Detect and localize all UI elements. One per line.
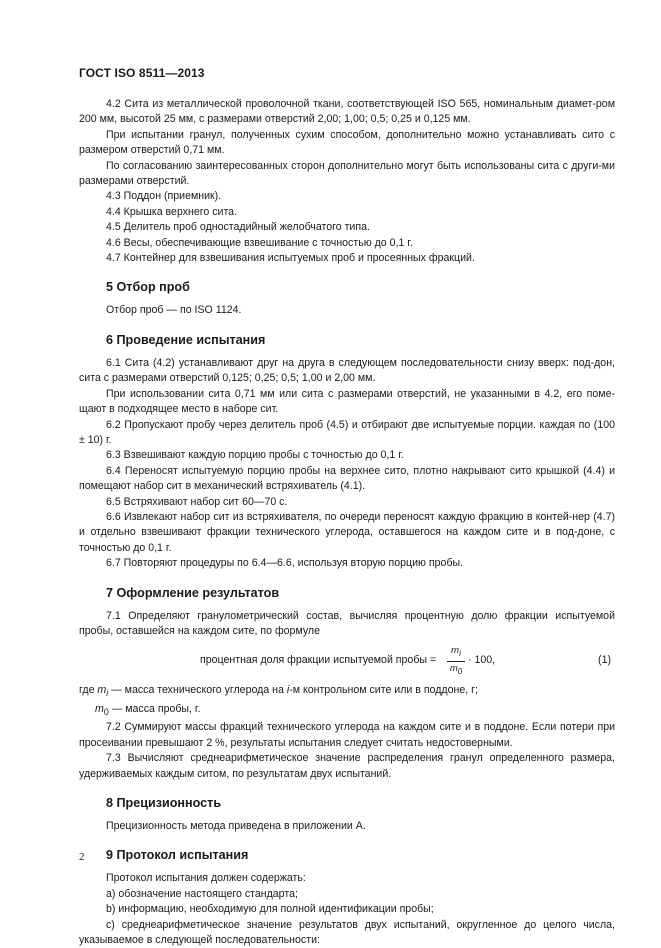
formula-denominator: $m_0$ [449, 663, 463, 677]
list-item-b: b) информацию, необходимую для полной идентификации пробы; [106, 903, 434, 916]
paragraph-4-6: 4.6 Весы, обеспечивающие взвешивание с точностью до 0,1 г. [106, 236, 413, 249]
section-heading-8: 8 Прецизионность [106, 796, 222, 811]
formula-fraction [447, 645, 465, 678]
formula-legend-mi: где $m_i$ — масса технического углерода на i-м контрольном сите или в поддоне, г; [79, 684, 478, 699]
paragraph-6-2: 6.2 Пропускают пробу через делитель проб (4.5) и отбирают две испытуемые порции. каждая по (100 ± 10) г. [79, 418, 615, 446]
formula-lhs: процентная доля фракции испытуемой пробы = [200, 654, 437, 667]
paragraph-6-3: 6.3 Взвешивают каждую порцию пробы с точностью до 0,1 г. [106, 449, 404, 462]
paragraph-7-3: 7.3 Вычисляют среднеарифметическое значение распределения гранул определенного размера, удерживаемых каждым ситом, по результатам двух испытаний. [79, 752, 615, 780]
paragraph-7-1: 7.1 Определяют гранулометрический состав, вычисляя процентную долю фракции испытуемой пробы, оставшейся на каждом сите, по формуле [79, 609, 615, 637]
formula-legend-m0: $m_0$ — масса пробы, г. [95, 702, 201, 717]
paragraph-6-6: 6.6 Извлекают набор сит из встряхивателя, по очереди переносят каждую фракцию в контей-нер (4.7) и отдельно взвешивают фракции технического углерода, оставшегося на каждом сите и в под-доне, с точностью до 0,1 г. [79, 510, 615, 554]
paragraph: Отбор проб — по ISO 1124. [106, 304, 242, 317]
formula-tail: · 100, [468, 654, 496, 667]
paragraph-4-4: 4.4 Крышка верхнего сита. [106, 205, 238, 218]
paragraph: По согласованию заинтересованных сторон дополнительно могут быть использованы сита с други-ми размерами отверстий. [79, 159, 615, 188]
paragraph-6-1: 6.1 Сита (4.2) устанавливают друг на друга в следующем последовательности снизу вверх: под-дон, сита с размерами отверстий 0,125; 0,25; 0,5; 1,00 и 2,00 мм. [79, 356, 615, 385]
section-heading-7: 7 Оформление результатов [106, 585, 280, 600]
paragraph-4-2: 4.2 Сита из металлической проволочной ткани, соответствующей ISO 565, номинальным диамет-ром 200 мм, высотой 25 мм, с размерами отверстий 2,00; 1,00; 0,5; 0,25 и 0,125 мм. [79, 98, 615, 126]
page-number: 2 [79, 851, 85, 863]
formula-numerator: $m_i$ [447, 645, 465, 662]
formula-number: (1) [598, 654, 611, 667]
section-heading-6: 6 Проведение испытания [106, 332, 266, 347]
paragraph-6-7: 6.7 Повторяют процедуры по 6.4—6.6, используя вторую порцию пробы. [106, 557, 464, 570]
paragraph: Прецизионность метода приведена в приложении А. [106, 820, 366, 833]
standard-designation: ГОСТ ISO 8511—2013 [79, 66, 205, 80]
paragraph-4-5: 4.5 Делитель проб одностадийный желобчатого типа. [106, 221, 370, 234]
paragraph-7-2: 7.2 Суммируют массы фракций технического углерода на каждом сите и в поддоне. Если потери при просеивании превышают 2 %, результаты испытания следует считать недостоверными. [79, 721, 615, 749]
section-heading-9: 9 Протокол испытания [106, 848, 249, 863]
paragraph: При испытании гранул, полученных сухим способом, дополнительно можно устанавливать сито с размером отверстий 0,71 мм. [79, 128, 615, 157]
paragraph: Протокол испытания должен содержать: [106, 872, 306, 885]
paragraph-4-3: 4.3 Поддон (приемник). [106, 190, 222, 203]
section-heading-5: 5 Отбор проб [106, 280, 190, 295]
paragraph-6-4: 6.4 Переносят испытуемую порцию пробы на верхнее сито, плотно накрывают сито крышкой (4.4) и помещают набор сит в механический встряхиватель (4.1). [79, 464, 615, 493]
list-item-c: c) среднеарифметическое значение результатов двух испытаний, округленное до целого числа, указываемое в следующей последовательности: [79, 918, 615, 947]
formula-1 [79, 643, 615, 677]
document-body [79, 97, 615, 948]
paragraph-4-7: 4.7 Контейнер для взвешивания испытуемых проб и просеянных фракций. [106, 252, 475, 265]
paragraph: При использовании сита 0,71 мм или сита с размерами отверстий, не указанными в 4.2, его поме-щают в подходящее место в наборе сит. [79, 387, 615, 416]
paragraph-6-5: 6.5 Встряхивают набор сит 60—70 с. [106, 495, 288, 508]
list-item-a: a) обозначение настоящего стандарта; [106, 887, 298, 900]
